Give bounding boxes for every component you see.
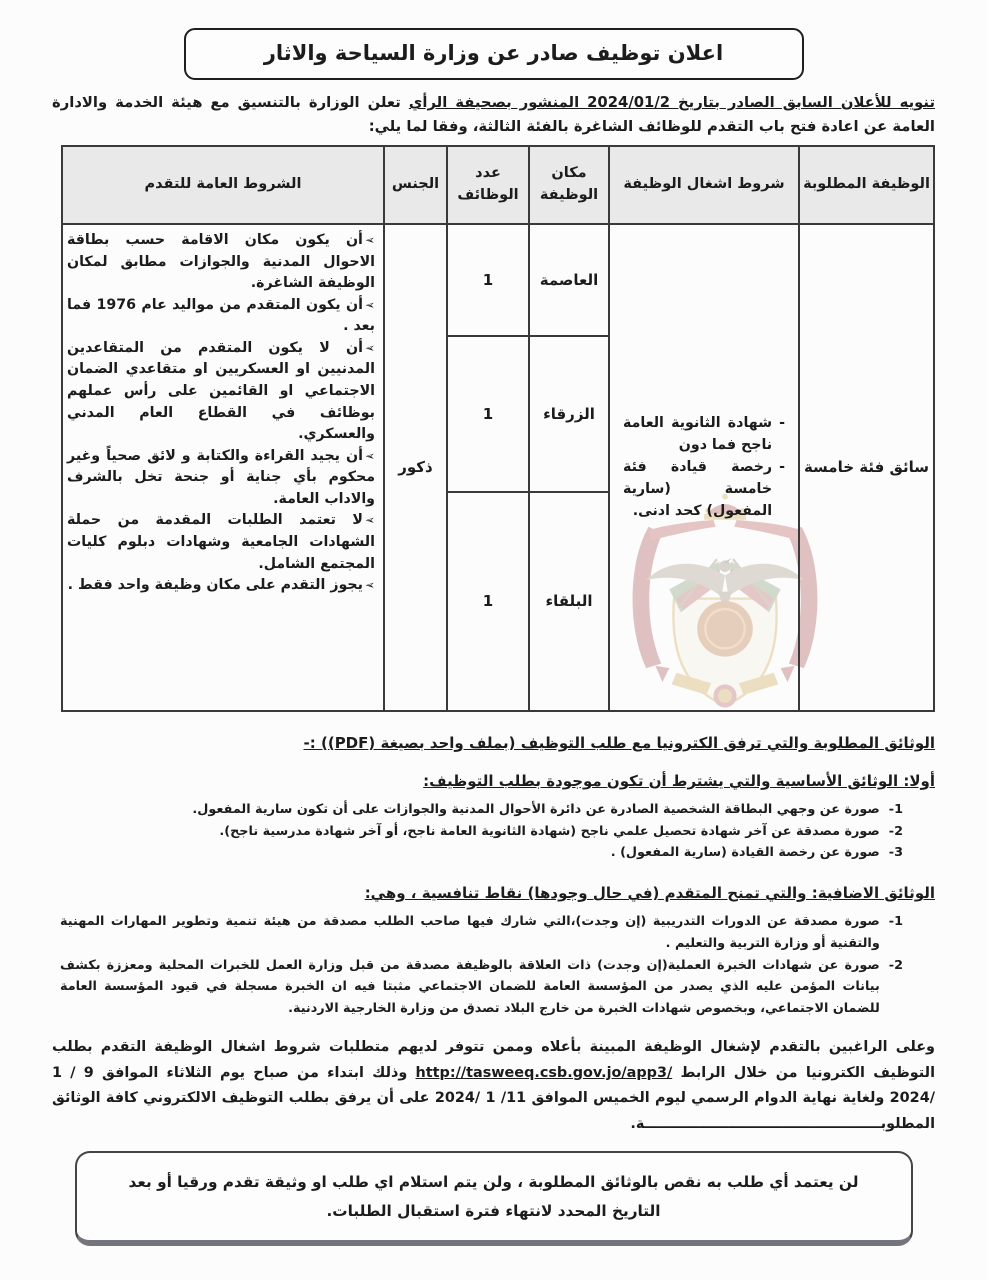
occupation-condition: - شهادة الثانوية العامة ناجح فما دون xyxy=(623,412,785,456)
location-cell: العاصمة xyxy=(529,224,609,336)
count-cell: 1 xyxy=(447,492,529,711)
general-condition: ➢لا تعتمد الطلبات المقدمة من حملة الشهادات الجامعية وشهادات دبلوم كليات المجتمع الشامل. xyxy=(67,512,375,572)
count-cell: 1 xyxy=(447,336,529,492)
vacancies-table xyxy=(61,145,935,712)
list-item: 3- صورة عن رخصة القيادة (سارية المفعول) . xyxy=(610,845,903,861)
general-condition: ➢يجوز التقدم على مكان وظيفة واحد فقط . xyxy=(67,577,375,594)
apply-instructions-paragraph: وعلى الراغبين بالتقدم لإشغال الوظيفة المبينة بأعلاه وممن تتوفر لديهم متطلبات شروط اشغال الوظيفة التقدم بطلب التوظيف الكترونيا من خلال الرابط /http://tasweeq.csb.gov.jo/app3 وذلك ابتداء من صباح يوم الثلاثاء الموافق 9 / 1 /2024 ولغاية نهاية الدوام الرسمي ليوم الخميس الموافق 11/ 1 /2024 على أن يرفق بطلب التوظيف الالكتروني كافة الوثائق المطلوبــــــــــــــــــــــــــــــــــــــــــــــــة. xyxy=(52,1038,935,1132)
general-condition: ➢أن يجيد القراءة والكتابة و لائق صحياً وغير محكوم بأي جناية أو جنحة تخل بالشرف والاداب العامة. xyxy=(67,447,375,507)
col-header-location: مكان الوظيفة xyxy=(529,146,609,224)
warning-text: لن يعتمد أي طلب به نقص بالوثائق المطلوبة ، ولن يتم استلام اي طلب او وثيقة تقدم ورقيا أو بعد التاريخ المحدد لانتهاء فترة استقبال الطلبات. xyxy=(128,1172,859,1221)
col-header-count: عدد الوظائف xyxy=(447,146,529,224)
table-header-row xyxy=(62,146,934,224)
col-header-general: الشروط العامة للتقدم xyxy=(62,146,384,224)
col-header-conditions: شروط اشغال الوظيفة xyxy=(609,146,799,224)
additional-documents-list xyxy=(60,911,903,1020)
occupation-conditions-cell xyxy=(609,224,799,711)
arrow-bullet-icon: ➢ xyxy=(364,578,375,593)
arrow-bullet-icon: ➢ xyxy=(364,297,376,312)
basic-documents-header: أولا: الوثائق الأساسية والتي يشترط أن تكون موجودة بطلب التوظيف: xyxy=(423,771,935,790)
announcement-title: اعلان توظيف صادر عن وزارة السياحة والاثار xyxy=(263,41,724,65)
arrow-bullet-icon: ➢ xyxy=(364,340,375,355)
job-title-cell: سائق فئة خامسة xyxy=(799,224,934,711)
warning-box xyxy=(75,1151,913,1247)
general-condition: ➢أن لا يكون المتقدم من المتقاعدين المدنيين او العسكريين او متقاعدي الضمان الاجتماعي او القائمين على رأس عملهم بوظائف في القطاع العام المدني والعسكري. xyxy=(67,339,375,443)
application-url-link[interactable]: /http://tasweeq.csb.gov.jo/app3 xyxy=(415,1064,673,1081)
general-condition: ➢أن يكون المتقدم من مواليد عام 1976 فما بعد . xyxy=(67,296,376,335)
intro-paragraph xyxy=(52,91,935,139)
general-conditions-cell xyxy=(62,224,384,711)
arrow-bullet-icon: ➢ xyxy=(364,513,375,528)
gender-cell: ذكور xyxy=(384,224,447,711)
required-documents-header: الوثائق المطلوبة والتي ترفق الكترونيا مع طلب التوظيف (بملف واحد بصيغة (PDF)) :- xyxy=(303,733,935,752)
general-condition: ➢أن يكون مكان الاقامة حسب بطاقة الاحوال المدنية والجوازات مطابق لمكان الوظيفة الشاغرة. xyxy=(67,231,375,292)
count-cell: 1 xyxy=(447,224,529,336)
location-cell: الزرقاء xyxy=(529,336,609,492)
list-item: 2- صورة مصدقة عن آخر شهادة تحصيل علمي ناجح (شهادة الثانوية العامة ناجح، أو آخر شهادة مدرسية ناجح). xyxy=(219,823,903,839)
list-item: 2- صورة عن شهادات الخبرة العملية(إن وجدت) ذات العلاقة بالوظيفة مصدقة من قبل وزارة العمل للخبرات المحلية ومعززة بكشف بيانات المؤمن عليه الذي يصدر من المؤسسة العامة للضمان الاجتماعي مثبتا فيه ان الخبرة مسجلة في قيود المؤسسة العامة للضمان الاجتماعي، وبخصوص شهادات الخبرة من خارج البلاد تصدق من وزارة الخارجية الاردنية. xyxy=(60,957,903,1017)
table-row xyxy=(62,224,934,336)
announcement-title-box xyxy=(184,28,804,80)
arrow-bullet-icon: ➢ xyxy=(364,232,375,247)
list-item: 1- صورة عن وجهي البطاقة الشخصية الصادرة عن دائرة الأحوال المدنية والجوازات على أن تكون سارية المفعول. xyxy=(192,801,903,817)
dash-bullet-icon: - xyxy=(779,415,785,432)
dash-bullet-icon: - xyxy=(779,459,785,476)
arrow-bullet-icon: ➢ xyxy=(364,448,375,463)
occupation-condition: - رخصة قيادة فئة خامسة (سارية المفعول) كحد ادنى. xyxy=(623,456,785,522)
intro-underlined-text: تنويه للأعلان السابق الصادر بتاريخ 2024/01/2 المنشور بصحيفة الرأي xyxy=(408,94,935,111)
location-cell: البلقاء xyxy=(529,492,609,711)
additional-documents-header: الوثائق الاضافية: والتي تمنح المتقدم (في حال وجودها) نقاط تنافسية ، وهي: xyxy=(364,884,935,903)
basic-documents-list xyxy=(60,799,903,864)
list-item: 1- صورة مصدقة عن الدورات التدريبية (إن وجدت)،التي شارك فيها صاحب الطلب مصدقة من هيئة تنمية وتطوير المهارات المهنية والتقنية أو وزارة التربية والتعليم . xyxy=(60,914,903,951)
intro-rest-text: تعلن الوزارة بالتنسيق مع هيئة الخدمة والادارة العامة عن اعادة فتح باب التقدم للوظائف الشاغرة بالفئة الثالثة، وفقا لما يلي: xyxy=(52,94,935,135)
col-header-job: الوظيفة المطلوبة xyxy=(799,146,934,224)
col-header-gender: الجنس xyxy=(384,146,447,224)
